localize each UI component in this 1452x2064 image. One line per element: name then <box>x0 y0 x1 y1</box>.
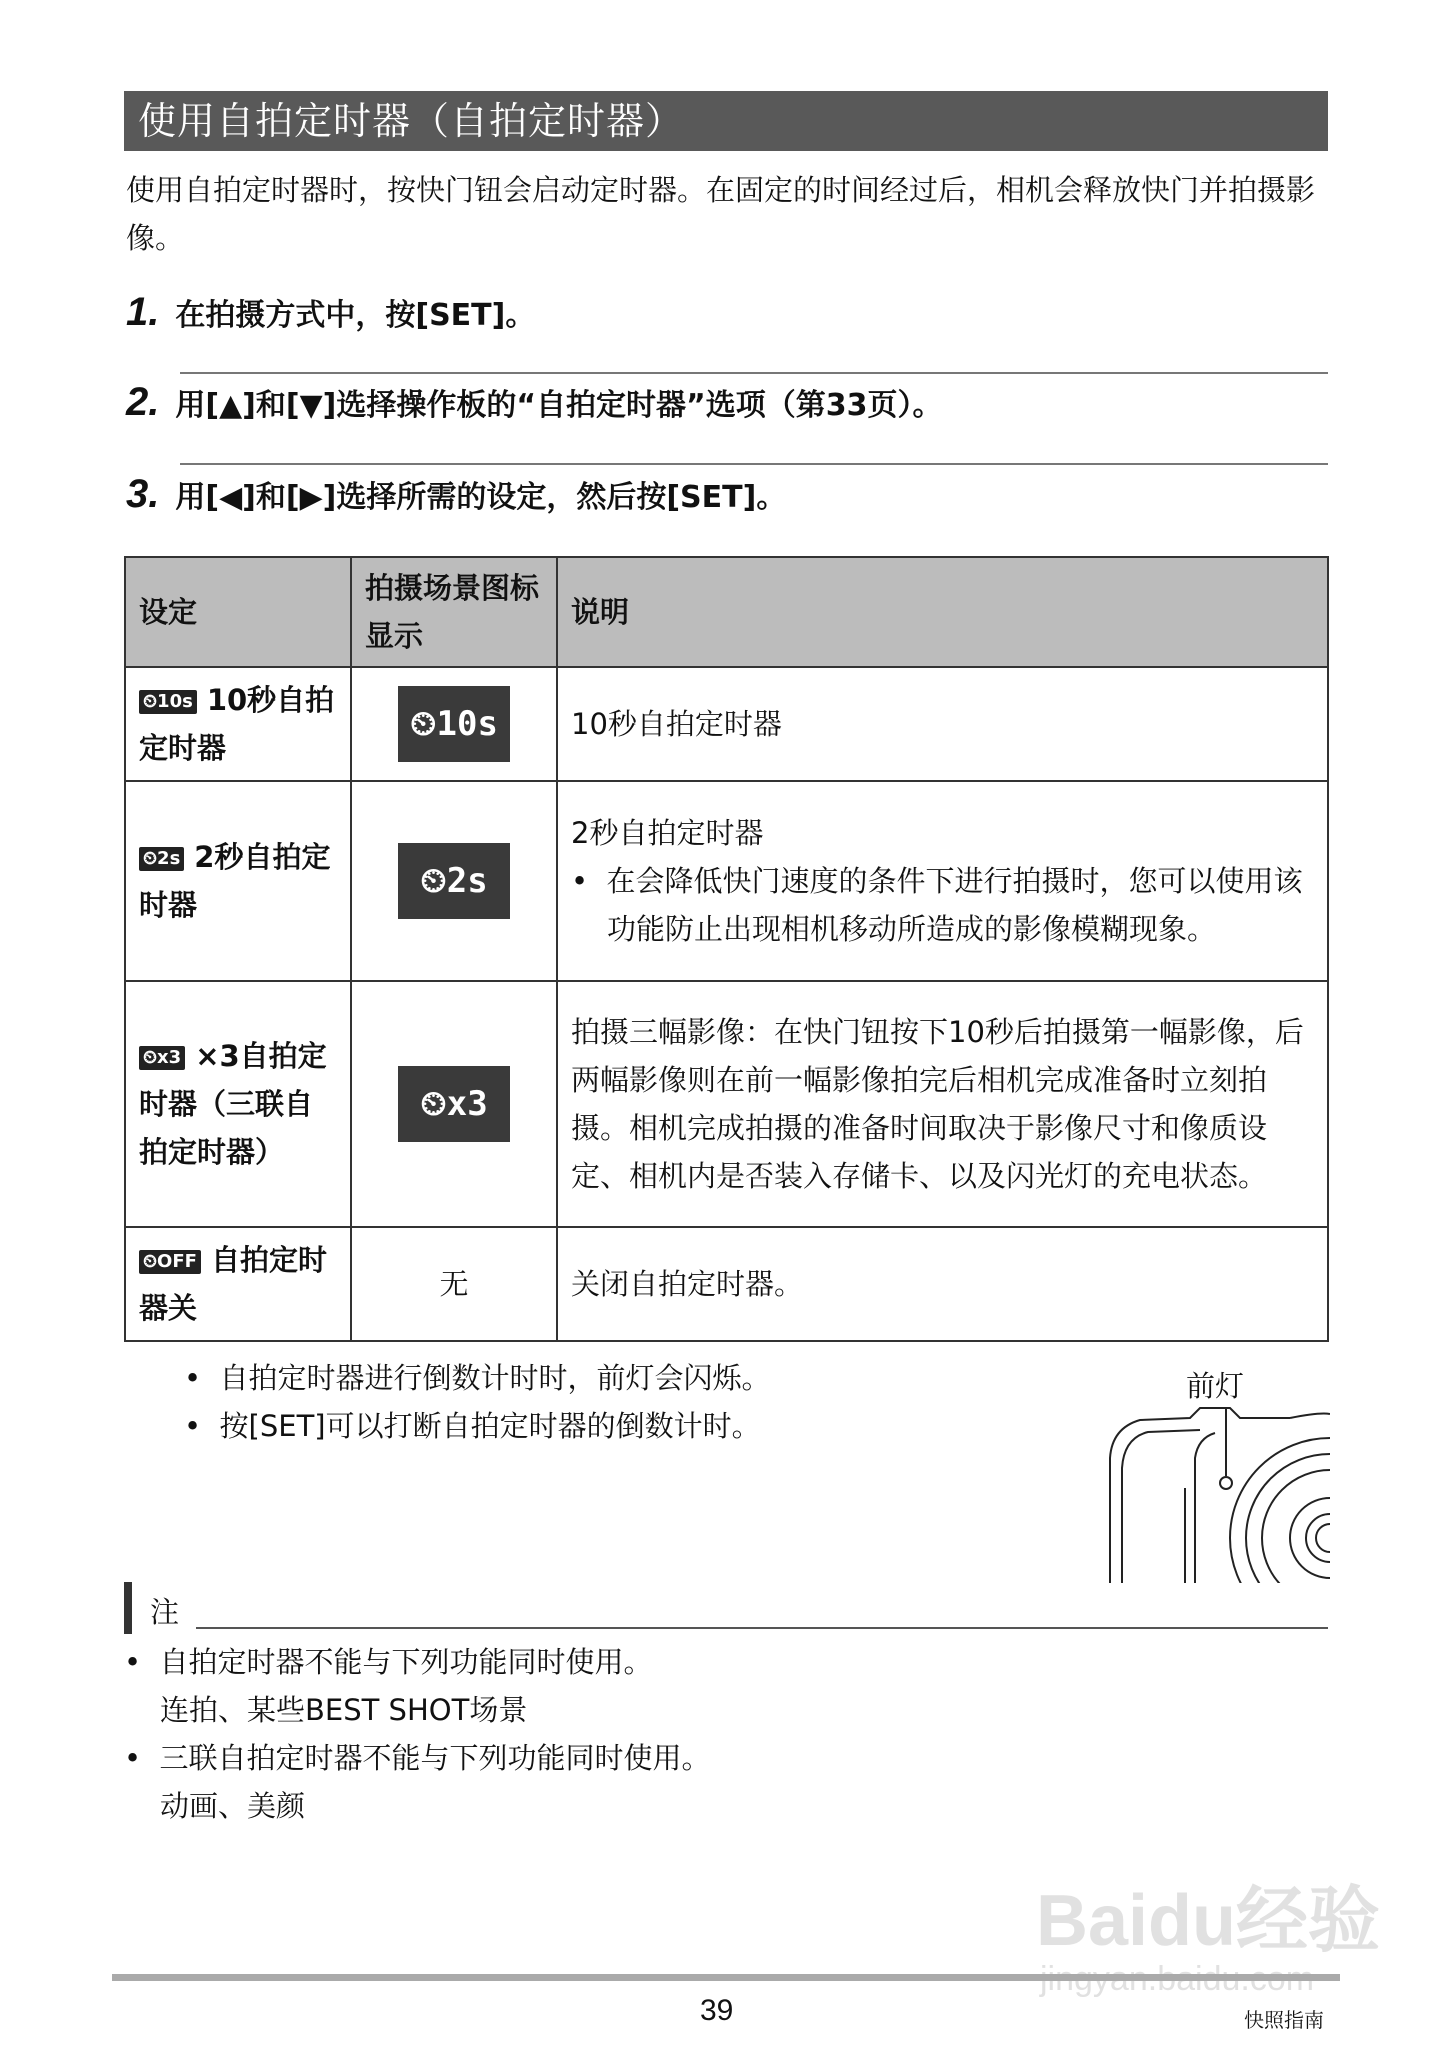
timer-2s-scene-icon: ⏲2s <box>398 843 510 919</box>
scene-icon-cell: 无 <box>351 1227 557 1341</box>
timer-2s-icon: ⏲2s <box>139 847 184 871</box>
note-text: 自拍定时器不能与下列功能同时使用。 <box>159 1645 653 1679</box>
description-cell <box>557 781 1328 981</box>
front-lamp-label: 前灯 <box>1186 1369 1245 1403</box>
step-number: 3. <box>126 472 160 516</box>
description-cell: 拍摄三幅影像：在快门钮按下10秒后拍摄第一幅影像，后两幅影像则在前一幅影像拍完后相机完成准备时立刻拍摄。相机完成拍摄的准备时间取决于影像尺寸和像质设定、相机内是否装入存储卡、以及闪光灯的充电状态。 <box>557 981 1328 1227</box>
camera-front-illustration <box>1100 1398 1330 1583</box>
note-text: 自拍定时器进行倒数计时时，前灯会闪烁。 <box>219 1361 771 1395</box>
note-text: 三联自拍定时器不能与下列功能同时使用。 <box>159 1741 711 1775</box>
header-scene-icon: 拍摄场景图标显示 <box>351 557 557 667</box>
note-sub-item: 连拍、某些BEST SHOT场景 <box>160 1693 528 1727</box>
note-heading <box>124 1582 1328 1634</box>
list-item: • 按[SET]可以打断自拍定时器的倒数计时。 <box>184 1409 761 1443</box>
list-item: • 自拍定时器不能与下列功能同时使用。 <box>124 1645 653 1679</box>
note-label: 注 <box>150 1595 180 1629</box>
step-number: 1. <box>126 290 160 334</box>
timer-x3-icon: ⏲x3 <box>139 1046 185 1070</box>
setting-label: 2秒自拍定时器 <box>139 840 331 922</box>
section-title: 使用自拍定时器（自拍定时器） <box>124 91 1328 151</box>
scene-icon-cell <box>351 781 557 981</box>
scene-icon-cell <box>351 667 557 781</box>
setting-cell <box>125 1227 351 1341</box>
step-2 <box>126 380 943 425</box>
table-row <box>125 1227 1328 1341</box>
timer-x3-scene-icon: ⏲x3 <box>398 1066 510 1142</box>
list-item: • 自拍定时器进行倒数计时时，前灯会闪烁。 <box>184 1361 771 1395</box>
step-divider <box>180 463 1328 465</box>
step-1 <box>126 290 535 335</box>
step-text: 在拍摄方式中，按[SET]。 <box>175 298 536 333</box>
setting-label: 10秒自拍定时器 <box>139 683 335 765</box>
note-text: 按[SET]可以打断自拍定时器的倒数计时。 <box>219 1409 761 1443</box>
table-row <box>125 981 1328 1227</box>
header-setting: 设定 <box>125 557 351 667</box>
step-text: 用[◀]和[▶]选择所需的设定，然后按[SET]。 <box>175 480 787 515</box>
timer-10s-scene-icon: ⏲10s <box>398 686 510 762</box>
description-cell: 10秒自拍定时器 <box>557 667 1328 781</box>
table-header-row <box>125 557 1328 667</box>
page-number: 39 <box>700 1994 734 2027</box>
timer-off-icon: ⏲OFF <box>139 1250 201 1274</box>
settings-table <box>124 556 1329 1342</box>
step-3 <box>126 472 786 517</box>
description-cell: 关闭自拍定时器。 <box>557 1227 1328 1341</box>
description-text: 2秒自拍定时器 <box>571 816 764 850</box>
step-number: 2. <box>126 380 160 424</box>
bullet-text: 在会降低快门速度的条件下进行拍摄时，您可以使用该功能防止出现相机移动所造成的影像模糊现象。 <box>606 864 1303 946</box>
description-bullet: • 在会降低快门速度的条件下进行拍摄时，您可以使用该功能防止出现相机移动所造成的影像模糊现象。 <box>571 864 1303 946</box>
list-item: • 三联自拍定时器不能与下列功能同时使用。 <box>124 1741 711 1775</box>
table-row <box>125 781 1328 981</box>
timer-10s-icon: ⏲10s <box>139 690 197 714</box>
note-sub-item: 动画、美颜 <box>160 1789 306 1823</box>
setting-label: 自拍定时器关 <box>139 1243 327 1325</box>
setting-cell <box>125 981 351 1227</box>
intro-paragraph: 使用自拍定时器时，按快门钮会启动定时器。在固定的时间经过后，相机会释放快门并拍摄影像。 <box>126 173 1316 255</box>
scene-icon-cell <box>351 981 557 1227</box>
footer-rule <box>112 1974 1340 1981</box>
setting-cell <box>125 667 351 781</box>
note-underline <box>196 1627 1328 1629</box>
baidu-watermark: Baidu经验 <box>1036 1881 1381 1961</box>
setting-cell <box>125 781 351 981</box>
step-divider <box>180 372 1328 374</box>
notes-list <box>124 1638 711 1830</box>
footer-section-label: 快照指南 <box>1244 2008 1324 2032</box>
table-row <box>125 667 1328 781</box>
header-description: 说明 <box>557 557 1328 667</box>
usage-notes <box>184 1354 771 1450</box>
step-text: 用[▲]和[▼]选择操作板的“自拍定时器”选项（第33页）。 <box>175 388 943 423</box>
note-marker-bar <box>124 1582 132 1634</box>
setting-label: ×3自拍定时器（三联自拍定时器） <box>139 1039 327 1169</box>
